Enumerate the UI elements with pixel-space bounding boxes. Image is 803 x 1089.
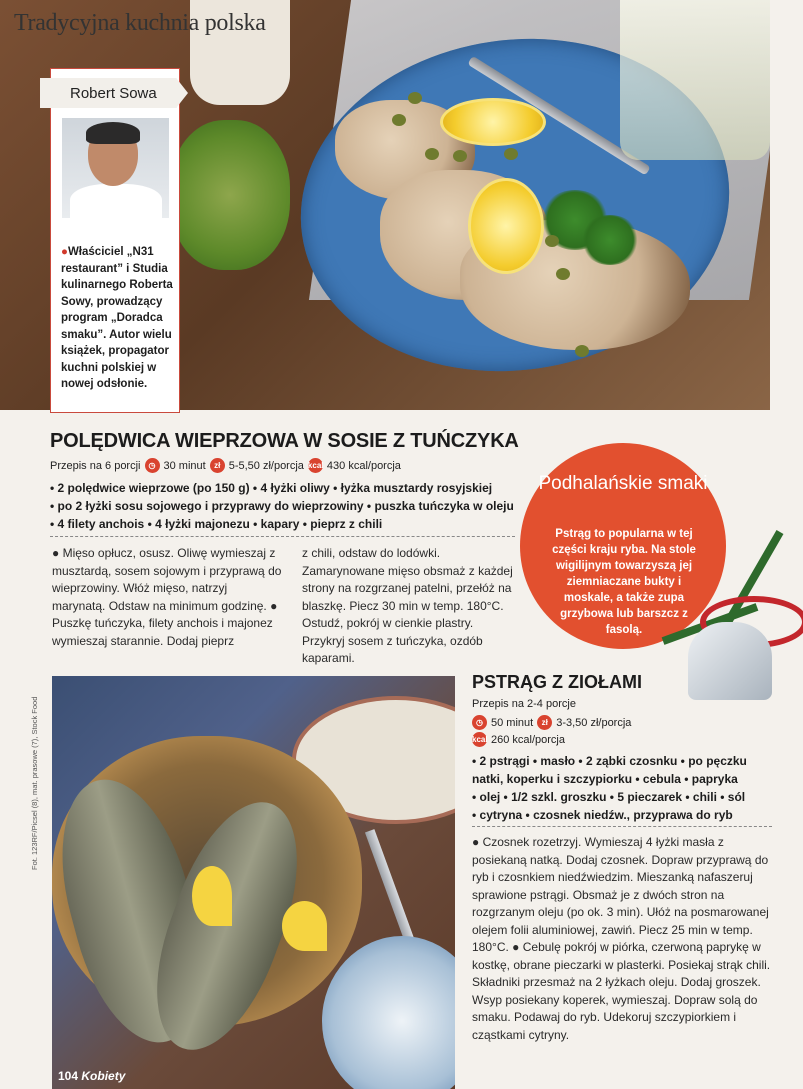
- parsley-garnish: [580, 215, 640, 265]
- photo-credit: Fot. 123RF/Picsel (8), mat. prasowe (7), Stock Food: [30, 696, 39, 870]
- ingredient-line: natki, koperku i szczypiorku • cebula • papryka: [472, 772, 738, 786]
- ingredient-line: • po 2 łyżki sosu sojowego i przyprawy do wieprzowiny • puszka tuńczyka w oleju: [50, 499, 514, 513]
- recipe1-ingredients: [50, 479, 520, 533]
- recipe1-steps-col2: z chili, odstaw do lodówki. Zamarynowane mięso obsmaż z każdej strony na rozgrzanej patelni, przełóż na blaszkę. Piecz 30 min w temp. 180°C. Ostudź, pokrój w cienkie plastry. Przykryj sosem z tuńczyka, ozdób kaparami.: [302, 546, 513, 665]
- recipe1-portions: Przepis na 6 porcji: [50, 459, 141, 472]
- zl-icon: zł: [537, 715, 552, 730]
- caper: [504, 148, 518, 160]
- recipe2-portions-row: [472, 698, 576, 710]
- recipe2-title: PSTRĄG Z ZIOŁAMI: [472, 672, 642, 692]
- christmas-bell: [688, 622, 772, 700]
- ingredient-line: • cytryna • czosnek niedźw., przyprawa do ryb: [472, 808, 733, 822]
- divider: [472, 826, 772, 831]
- zl-icon: zł: [210, 458, 225, 473]
- caper: [545, 235, 559, 247]
- capers-bowl: [170, 120, 290, 270]
- kcal-icon: kcal: [472, 732, 487, 747]
- section-title: Tradycyjna kuchnia polska: [14, 10, 266, 36]
- ingredient-line: • 2 polędwice wieprzowe (po 150 g) • 4 łyżki oliwy • łyżka musztardy rosyjskiej: [50, 481, 493, 495]
- caper: [556, 268, 570, 280]
- lemon-wedge: [282, 901, 327, 951]
- recipe1-cost: 5-5,50 zł/porcja: [228, 459, 304, 472]
- author-bio: [61, 244, 173, 393]
- caper: [425, 148, 439, 160]
- bullet-dot: ●: [61, 246, 68, 258]
- page-number: 104: [58, 1069, 79, 1083]
- ingredient-line: • 2 pstrągi • masło • 2 ząbki czosnku • po pęczku: [472, 754, 747, 768]
- clock-icon: ◷: [145, 458, 160, 473]
- lemon-slice: [440, 98, 546, 146]
- recipe2-time: 50 minut: [491, 716, 534, 729]
- author-photo: [62, 118, 169, 218]
- recipe2-ingredients: [472, 752, 772, 824]
- recipe2-cost: 3-3,50 zł/porcja: [556, 716, 632, 729]
- sidebar-title: Podhalańskie smaki: [538, 473, 708, 494]
- caper: [575, 345, 589, 357]
- author-name: Robert Sowa: [70, 85, 157, 102]
- lemon-slice: [468, 178, 544, 274]
- recipe1-time: 30 minut: [163, 459, 206, 472]
- chef-hair: [86, 122, 140, 144]
- kcal-icon: kcal: [308, 458, 323, 473]
- recipe2-meta: [472, 715, 631, 730]
- recipe2-steps: ● Czosnek rozetrzyj. Wymieszaj 4 łyżki masła z posiekaną natką. Dodaj czosnek. Dopraw przyprawą do ryb i czosnkiem niedźwiedzim. Mieszanką nafaszeruj sprawione pstrągi. Obsmaż je z dwóch stron na rozgrzanym oleju (po ok. 3 min). Ułóż na posmarowanej olejem folii aluminiowej, zawiń. Piecz 25 min w temp. 180°C. ● Cebulę pokrój w piórka, czerwoną paprykę w kostkę, obrane pieczarki w plasterki. Posiekaj strąk chili. Składniki przesmaż na 2 łyżkach oleju. Dodaj groszek. Wsyp posiekany koperek, wymieszaj. Dopraw solą do smaku. Podawaj do ryb. Udekoruj szczypiorkiem i cząstkami cytryny.: [472, 835, 771, 1042]
- recipe2-kcal-row: [472, 732, 565, 747]
- trout-dish-photo: [52, 676, 455, 1089]
- lemon-wedge: [192, 866, 232, 926]
- caper: [453, 150, 467, 162]
- glass-bowl: [322, 936, 455, 1089]
- recipe1-kcal: 430 kcal/porcja: [326, 459, 401, 472]
- caper: [408, 92, 422, 104]
- recipe1-steps-col1: ● Mięso opłucz, osusz. Oliwę wymieszaj z musztardą, sosem sojowym i przyprawą do wieprzowiny. Włóż mięso, natrzyj marynatą. Odstaw na minimum godzinę. ● Puszkę tuńczyka, filety anchois i majonez wymieszaj starannie. Dodaj pieprz: [52, 546, 282, 648]
- ingredient-line: • olej • 1/2 szkl. groszku • 5 pieczarek • chili • sól: [472, 790, 746, 804]
- sidebar-body: Pstrąg to popularna w tej części kraju ryba. Na stole wigilijnym towarzyszą jej ziemniaczane bukty i moskale, a także zupa grzybowa lub barszcz z fasolą.: [552, 528, 696, 636]
- magazine-name: Kobiety: [81, 1069, 126, 1083]
- page-footer: [58, 1069, 125, 1083]
- ingredient-line: • 4 filety anchois • 4 łyżki majonezu • kapary • pieprz z chili: [50, 517, 383, 531]
- recipe2-kcal: 260 kcal/porcja: [491, 733, 565, 746]
- author-bio-text: Właściciel „N31 restaurant” i Studia kulinarnego Roberta Sowy, prowadzący program „Doradca smaku”. Autor wielu książek, propagator kuchni polskiej w nowej odsłonie.: [61, 246, 173, 390]
- clock-icon: ◷: [472, 715, 487, 730]
- recipe2-portions: Przepis na 2-4 porcje: [472, 698, 576, 710]
- caper: [392, 114, 406, 126]
- recipe1-meta: [50, 458, 401, 473]
- chef-coat: [70, 184, 162, 218]
- wine-glass: [620, 0, 770, 160]
- divider: [50, 536, 515, 541]
- recipe1-title: POLĘDWICA WIEPRZOWA W SOSIE Z TUŃCZYKA: [50, 430, 519, 452]
